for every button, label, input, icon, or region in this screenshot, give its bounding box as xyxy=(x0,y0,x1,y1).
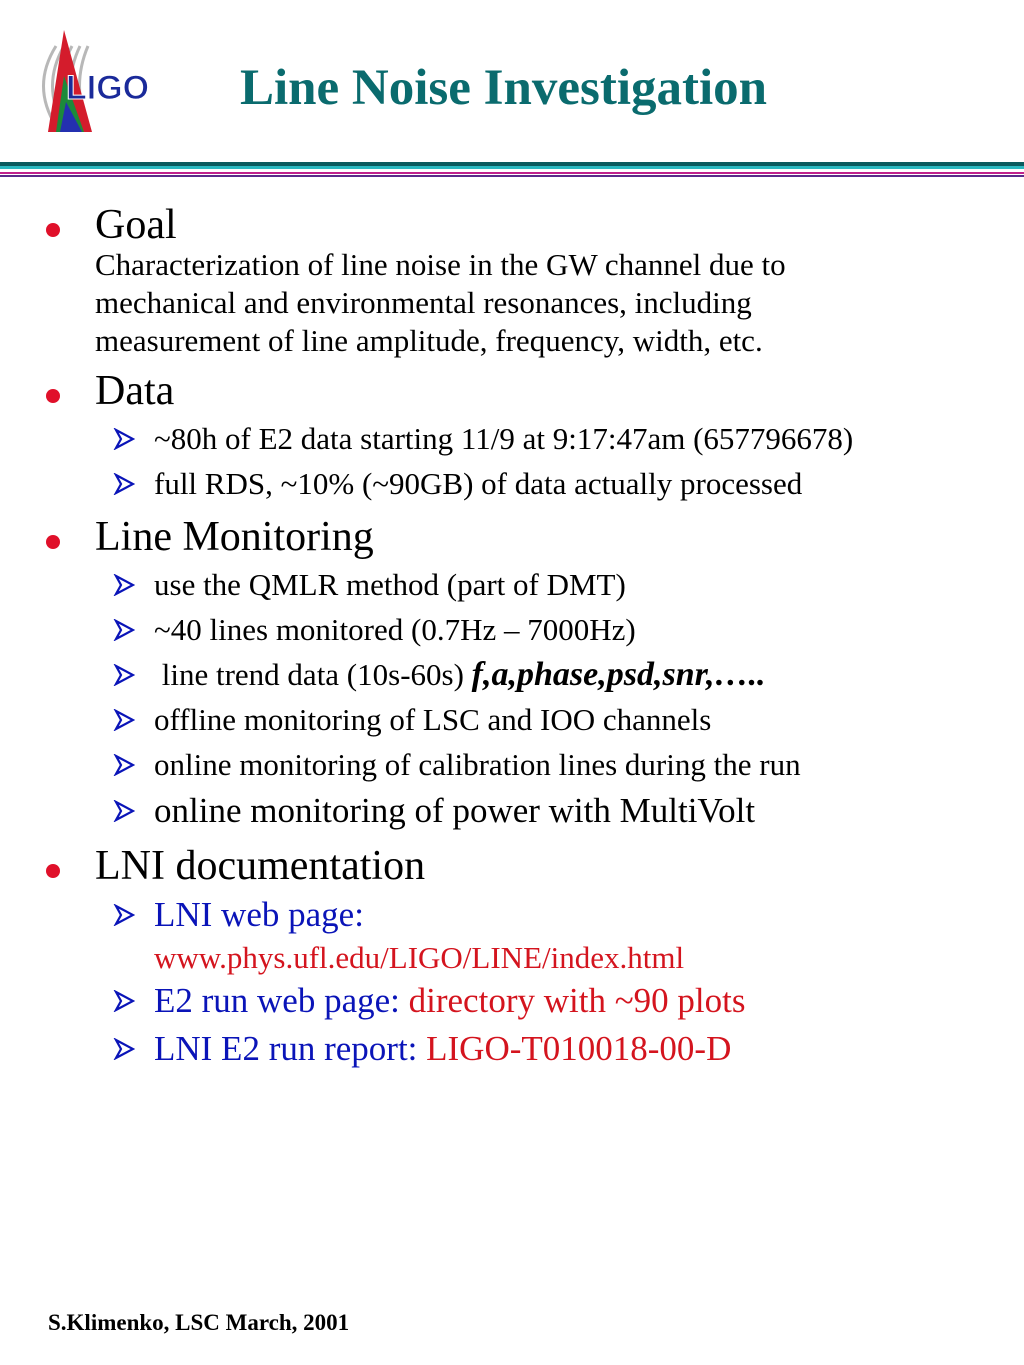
data-item: ~80h of E2 data starting 11/9 at 9:17:47am (657796678) xyxy=(0,416,1024,461)
e2-run-label: E2 run web page: xyxy=(154,981,409,1020)
ligo-logo-icon xyxy=(26,26,166,136)
monitoring-item: online monitoring of calibration lines during the run xyxy=(0,742,1024,787)
web-page-label: LNI web page: xyxy=(154,895,364,934)
e2-run-link[interactable]: directory with ~90 plots xyxy=(408,981,746,1020)
svg-text:LIGO: LIGO xyxy=(66,69,150,107)
arrow-bullet-icon xyxy=(113,977,139,1012)
arrow-bullet-icon xyxy=(113,742,139,776)
arrow-bullet-icon xyxy=(113,562,139,596)
docs-heading: LNI documentation xyxy=(95,843,426,889)
bullet-dot-icon xyxy=(46,389,60,403)
monitoring-item: line trend data (10s-60s) f,a,phase,psd,snr,….. xyxy=(0,652,1024,697)
goal-description xyxy=(0,246,1024,360)
bullet-data xyxy=(0,366,1024,416)
bullet-line-monitoring xyxy=(0,512,1024,562)
arrow-bullet-icon xyxy=(113,607,139,641)
monitoring-item: use the QMLR method (part of DMT) xyxy=(0,562,1024,607)
arrow-bullet-icon xyxy=(113,787,139,822)
header-rule xyxy=(0,160,1024,180)
web-page-link[interactable]: www.phys.ufl.edu/LIGO/LINE/index.html xyxy=(154,940,685,975)
arrow-bullet-icon xyxy=(113,891,139,926)
report-label: LNI E2 run report: xyxy=(154,1029,427,1068)
goal-line: mechanical and environmental resonances, including xyxy=(95,285,752,320)
goal-line: Characterization of line noise in the GW channel due to xyxy=(95,247,786,282)
docs-item-web-page xyxy=(0,891,1024,977)
report-link[interactable]: LIGO-T010018-00-D xyxy=(426,1029,732,1068)
arrow-bullet-icon xyxy=(113,697,139,731)
data-item: full RDS, ~10% (~90GB) of data actually processed xyxy=(0,461,1024,506)
goal-line: measurement of line amplitude, frequency, width, etc. xyxy=(95,323,763,358)
arrow-bullet-icon xyxy=(113,461,139,495)
data-heading: Data xyxy=(95,368,175,414)
slide-content xyxy=(0,200,1024,1073)
bullet-goal xyxy=(0,200,1024,250)
arrow-bullet-icon xyxy=(113,1025,139,1060)
bullet-lni-documentation xyxy=(0,841,1024,891)
goal-heading: Goal xyxy=(95,202,177,248)
trend-fields: f,a,phase,psd,snr,….. xyxy=(471,656,766,693)
arrow-bullet-icon xyxy=(113,652,139,686)
monitoring-heading: Line Monitoring xyxy=(95,514,374,560)
docs-item-report xyxy=(0,1025,1024,1073)
monitoring-item: offline monitoring of LSC and IOO channels xyxy=(0,697,1024,742)
monitoring-item: online monitoring of power with MultiVolt xyxy=(0,787,1024,835)
bullet-dot-icon xyxy=(46,864,60,878)
arrow-bullet-icon xyxy=(113,416,139,450)
bullet-dot-icon xyxy=(46,223,60,237)
docs-item-e2-run xyxy=(0,977,1024,1025)
footer-author: S.Klimenko, LSC March, 2001 xyxy=(48,1310,350,1335)
slide-title: Line Noise Investigation xyxy=(240,60,768,116)
ligo-logo xyxy=(26,26,166,136)
monitoring-item: ~40 lines monitored (0.7Hz – 7000Hz) xyxy=(0,607,1024,652)
bullet-dot-icon xyxy=(46,535,60,549)
